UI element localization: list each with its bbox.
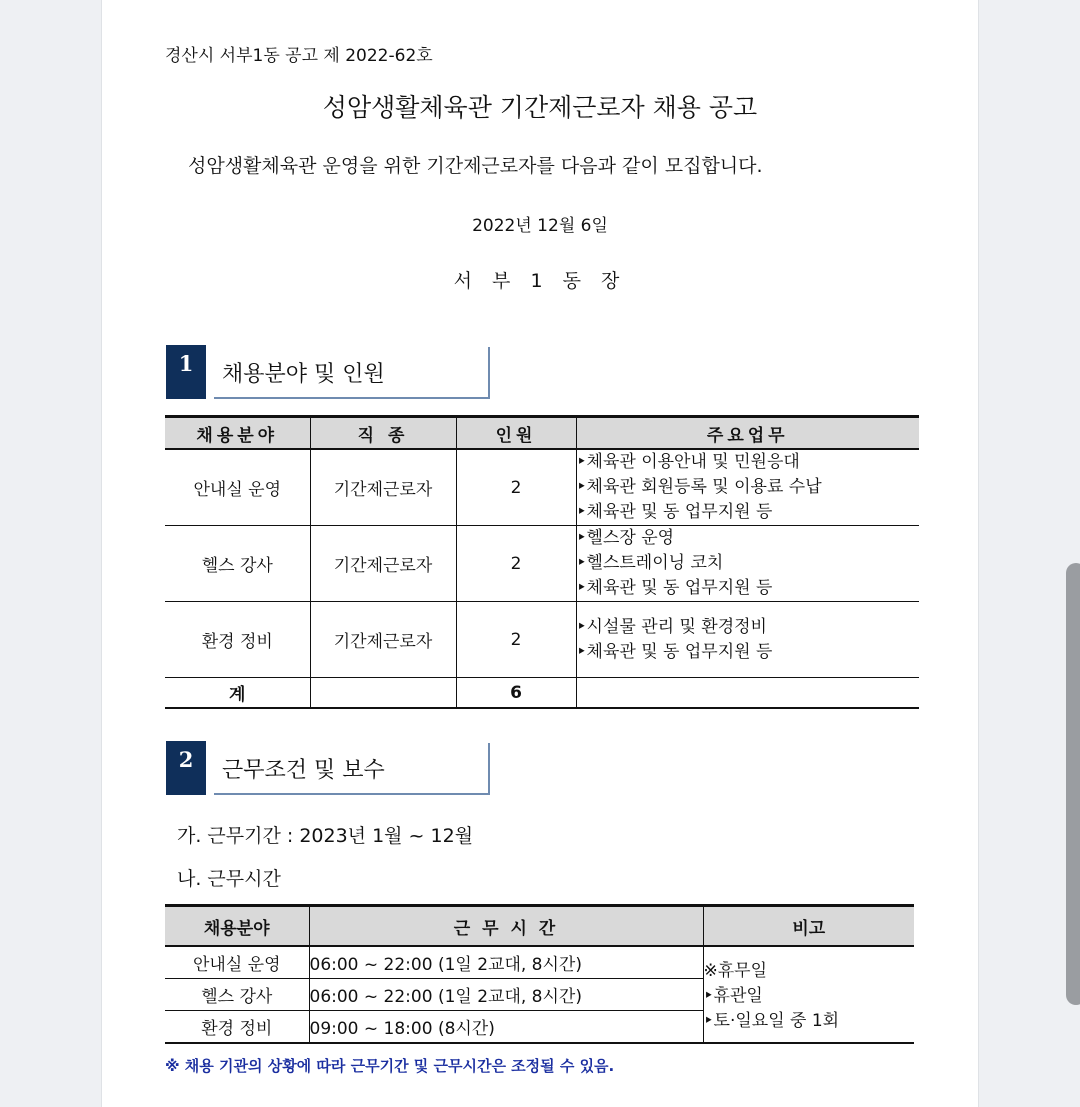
table-row [165, 946, 914, 979]
cell-count: 2 [456, 449, 576, 526]
cell-field: 환경 정비 [165, 602, 310, 678]
col-header-field: 채용분야 [165, 906, 309, 947]
duty-item: ‣체육관 및 동 업무지원 등 [576, 578, 773, 598]
cell-field: 환경 정비 [165, 1011, 309, 1044]
note-line: ※휴무일 [703, 961, 768, 981]
duty-item: ‣헬스장 운영 [576, 528, 675, 548]
work-hours-heading: 나. 근무시간 [177, 868, 281, 890]
cell-field: 헬스 강사 [165, 979, 309, 1011]
section2-number: 2 [166, 741, 206, 795]
total-label: 계 [165, 678, 310, 709]
total-count: 6 [456, 678, 576, 709]
cell-job: 기간제근로자 [310, 449, 456, 526]
cell-hours: 06:00 ~ 22:00 (1일 2교대, 8시간) [309, 946, 703, 979]
cell-duties [576, 602, 919, 678]
work-hours-table [165, 904, 914, 1044]
cell-hours: 09:00 ~ 18:00 (8시간) [309, 1011, 703, 1044]
note-line: ‣토·일요일 중 1회 [703, 1011, 840, 1031]
section1-title: 채용분야 및 인원 [214, 347, 490, 399]
total-empty [576, 678, 919, 709]
table-total-row [165, 678, 919, 709]
duty-item: ‣시설물 관리 및 환경정비 [576, 616, 767, 637]
recruitment-table [165, 415, 919, 709]
note-line: ‣휴관일 [703, 986, 763, 1006]
document-page [101, 0, 979, 1107]
notice-number: 경산시 서부1동 공고 제 2022-62호 [165, 46, 433, 66]
table-row [165, 526, 919, 602]
total-empty [310, 678, 456, 709]
page-title: 성암생활체육관 기간제근로자 채용 공고 [322, 93, 758, 122]
scrollbar-thumb[interactable] [1066, 563, 1080, 1005]
cell-count: 2 [456, 602, 576, 678]
cell-field: 헬스 강사 [165, 526, 310, 602]
table-header-row [165, 417, 919, 450]
col-header-job: 직 종 [310, 417, 456, 450]
intro-text: 성암생활체육관 운영을 위한 기간제근로자를 다음과 같이 모집합니다. [188, 155, 763, 177]
col-header-field: 채용분야 [165, 417, 310, 450]
col-header-hours: 근 무 시 간 [309, 906, 703, 947]
cell-field: 안내실 운영 [165, 946, 309, 979]
cell-note [703, 946, 914, 1043]
cell-hours: 06:00 ~ 22:00 (1일 2교대, 8시간) [309, 979, 703, 1011]
duty-item: ‣체육관 및 동 업무지원 등 [576, 502, 773, 522]
section1-number: 1 [166, 345, 206, 399]
col-header-count: 인원 [456, 417, 576, 450]
section2-title: 근무조건 및 보수 [214, 743, 490, 795]
cell-job: 기간제근로자 [310, 602, 456, 678]
cell-duties [576, 526, 919, 602]
signer: 서 부 1 동 장 [453, 270, 627, 292]
cell-duties [576, 449, 919, 526]
duty-item: ‣헬스트레이닝 코치 [576, 553, 724, 573]
col-header-duties: 주요업무 [576, 417, 919, 450]
work-period: 가. 근무기간 : 2023년 1월 ~ 12월 [177, 825, 474, 847]
cell-field: 안내실 운영 [165, 449, 310, 526]
duty-item: ‣체육관 및 동 업무지원 등 [576, 641, 773, 662]
table-row [165, 602, 919, 678]
table-header-row [165, 906, 914, 947]
duty-item: ‣체육관 회원등록 및 이용료 수납 [576, 477, 822, 497]
table-row [165, 449, 919, 526]
col-header-note: 비고 [703, 906, 914, 947]
notice-date: 2022년 12월 6일 [472, 216, 608, 236]
footnote: ※ 채용 기관의 상황에 따라 근무기간 및 근무시간은 조정될 수 있음. [165, 1057, 615, 1075]
cell-job: 기간제근로자 [310, 526, 456, 602]
cell-count: 2 [456, 526, 576, 602]
duty-item: ‣체육관 이용안내 및 민원응대 [576, 452, 800, 472]
